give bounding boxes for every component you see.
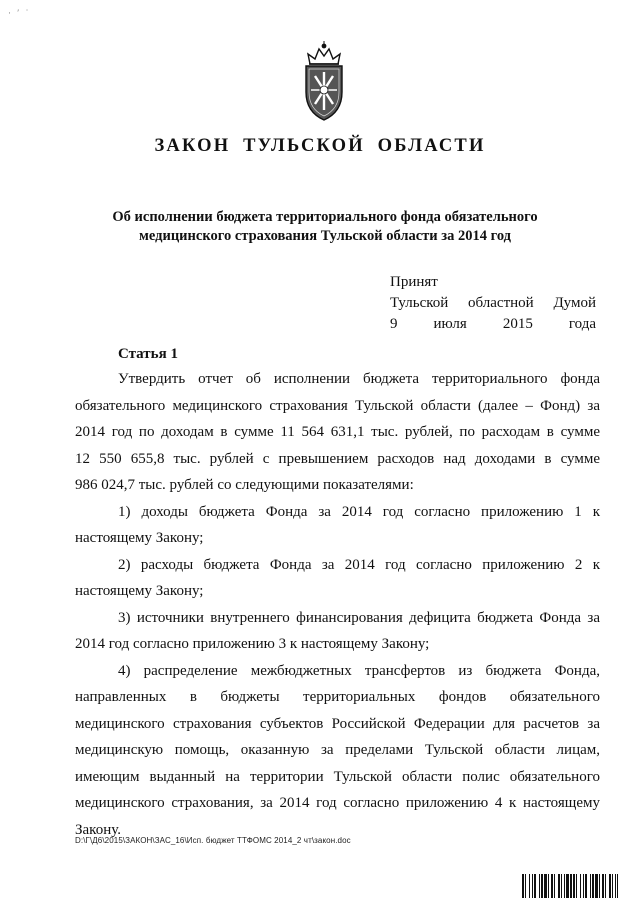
adoption-date-suffix: года bbox=[568, 316, 596, 332]
adoption-date bbox=[390, 314, 596, 335]
body-line: 12 550 655,8 тыс. рублей с превышением расходов над доходами в сумме bbox=[75, 450, 600, 467]
coat-of-arms-icon bbox=[296, 40, 352, 122]
adoption-date-month: июля bbox=[433, 316, 467, 332]
body-line: 986 024,7 тыс. рублей со следующими показателями: bbox=[75, 477, 414, 493]
list-item-4-line: медицинского страхования субъектов Российской Федерации для расчетов за bbox=[75, 715, 600, 732]
law-subject-line-2: медицинского страхования Тульской области за 2014 год bbox=[139, 228, 511, 244]
list-item-4-line: Закону. bbox=[75, 821, 121, 838]
list-item-2-line: настоящему Закону; bbox=[75, 583, 204, 599]
law-title: ЗАКОН ТУЛЬСКОЙ ОБЛАСТИ bbox=[154, 136, 486, 156]
list-item-4-line: направленных в бюджеты территориальных фондов обязательного bbox=[75, 689, 600, 705]
article-heading: Статья 1 bbox=[118, 346, 178, 362]
corner-scan-mark: · ′ ˙ bbox=[8, 8, 31, 18]
list-item-1-line: 1) доходы бюджета Фонда за 2014 год согласно приложению 1 к bbox=[118, 503, 600, 520]
body-line: 2014 год по доходам в сумме 11 564 631,1 тыс. рублей, по расходам в сумме bbox=[75, 424, 600, 440]
law-subject bbox=[90, 208, 560, 246]
list-item-3-line: 3) источники внутреннего финансирования дефицита бюджета Фонда за bbox=[118, 609, 600, 626]
adoption-date-day: 9 bbox=[390, 316, 398, 332]
list-item-4-line: 4) распределение межбюджетных трансфертов из бюджета Фонда, bbox=[118, 662, 600, 679]
list-item-4-line: медицинского страхования, за 2014 год согласно приложению 4 к настоящему bbox=[75, 795, 600, 811]
adoption-date-year: 2015 bbox=[502, 316, 533, 332]
list-item-4-line: имеющим выданный на территории Тульской области полис обязательного bbox=[75, 768, 600, 785]
adoption-body-word: Тульской bbox=[390, 295, 449, 311]
list-item-4-line: медицинскую помощь, оказанную за пределами Тульской области лицам, bbox=[75, 742, 600, 758]
list-item-2-line: 2) расходы бюджета Фонда за 2014 год согласно приложению 2 к bbox=[118, 556, 600, 573]
adoption-block bbox=[390, 272, 596, 335]
list-item-1-line: настоящему Закону; bbox=[75, 530, 204, 546]
adoption-accepted: Принят bbox=[390, 274, 438, 290]
body-line: обязательного медицинского страхования Тульской области (далее – Фонд) за bbox=[75, 397, 600, 414]
adoption-body bbox=[390, 293, 596, 314]
list-item-3-line: 2014 год согласно приложению 3 к настоящему Закону; bbox=[75, 636, 430, 652]
file-path-footer: D:\Г\Д6\2015\ЗАКОН\ЗАС_16\Исп. бюджет ТТФОМС 2014_2 чт\закон.doc bbox=[75, 836, 351, 845]
barcode-icon bbox=[522, 874, 618, 898]
adoption-body-word: областной bbox=[468, 295, 534, 311]
adoption-body-word: Думой bbox=[553, 295, 596, 311]
article-body bbox=[75, 366, 600, 843]
body-line: Утвердить отчет об исполнении бюджета территориального фонда bbox=[118, 371, 600, 387]
law-subject-line-1: Об исполнении бюджета территориального фонда обязательного bbox=[112, 209, 538, 225]
